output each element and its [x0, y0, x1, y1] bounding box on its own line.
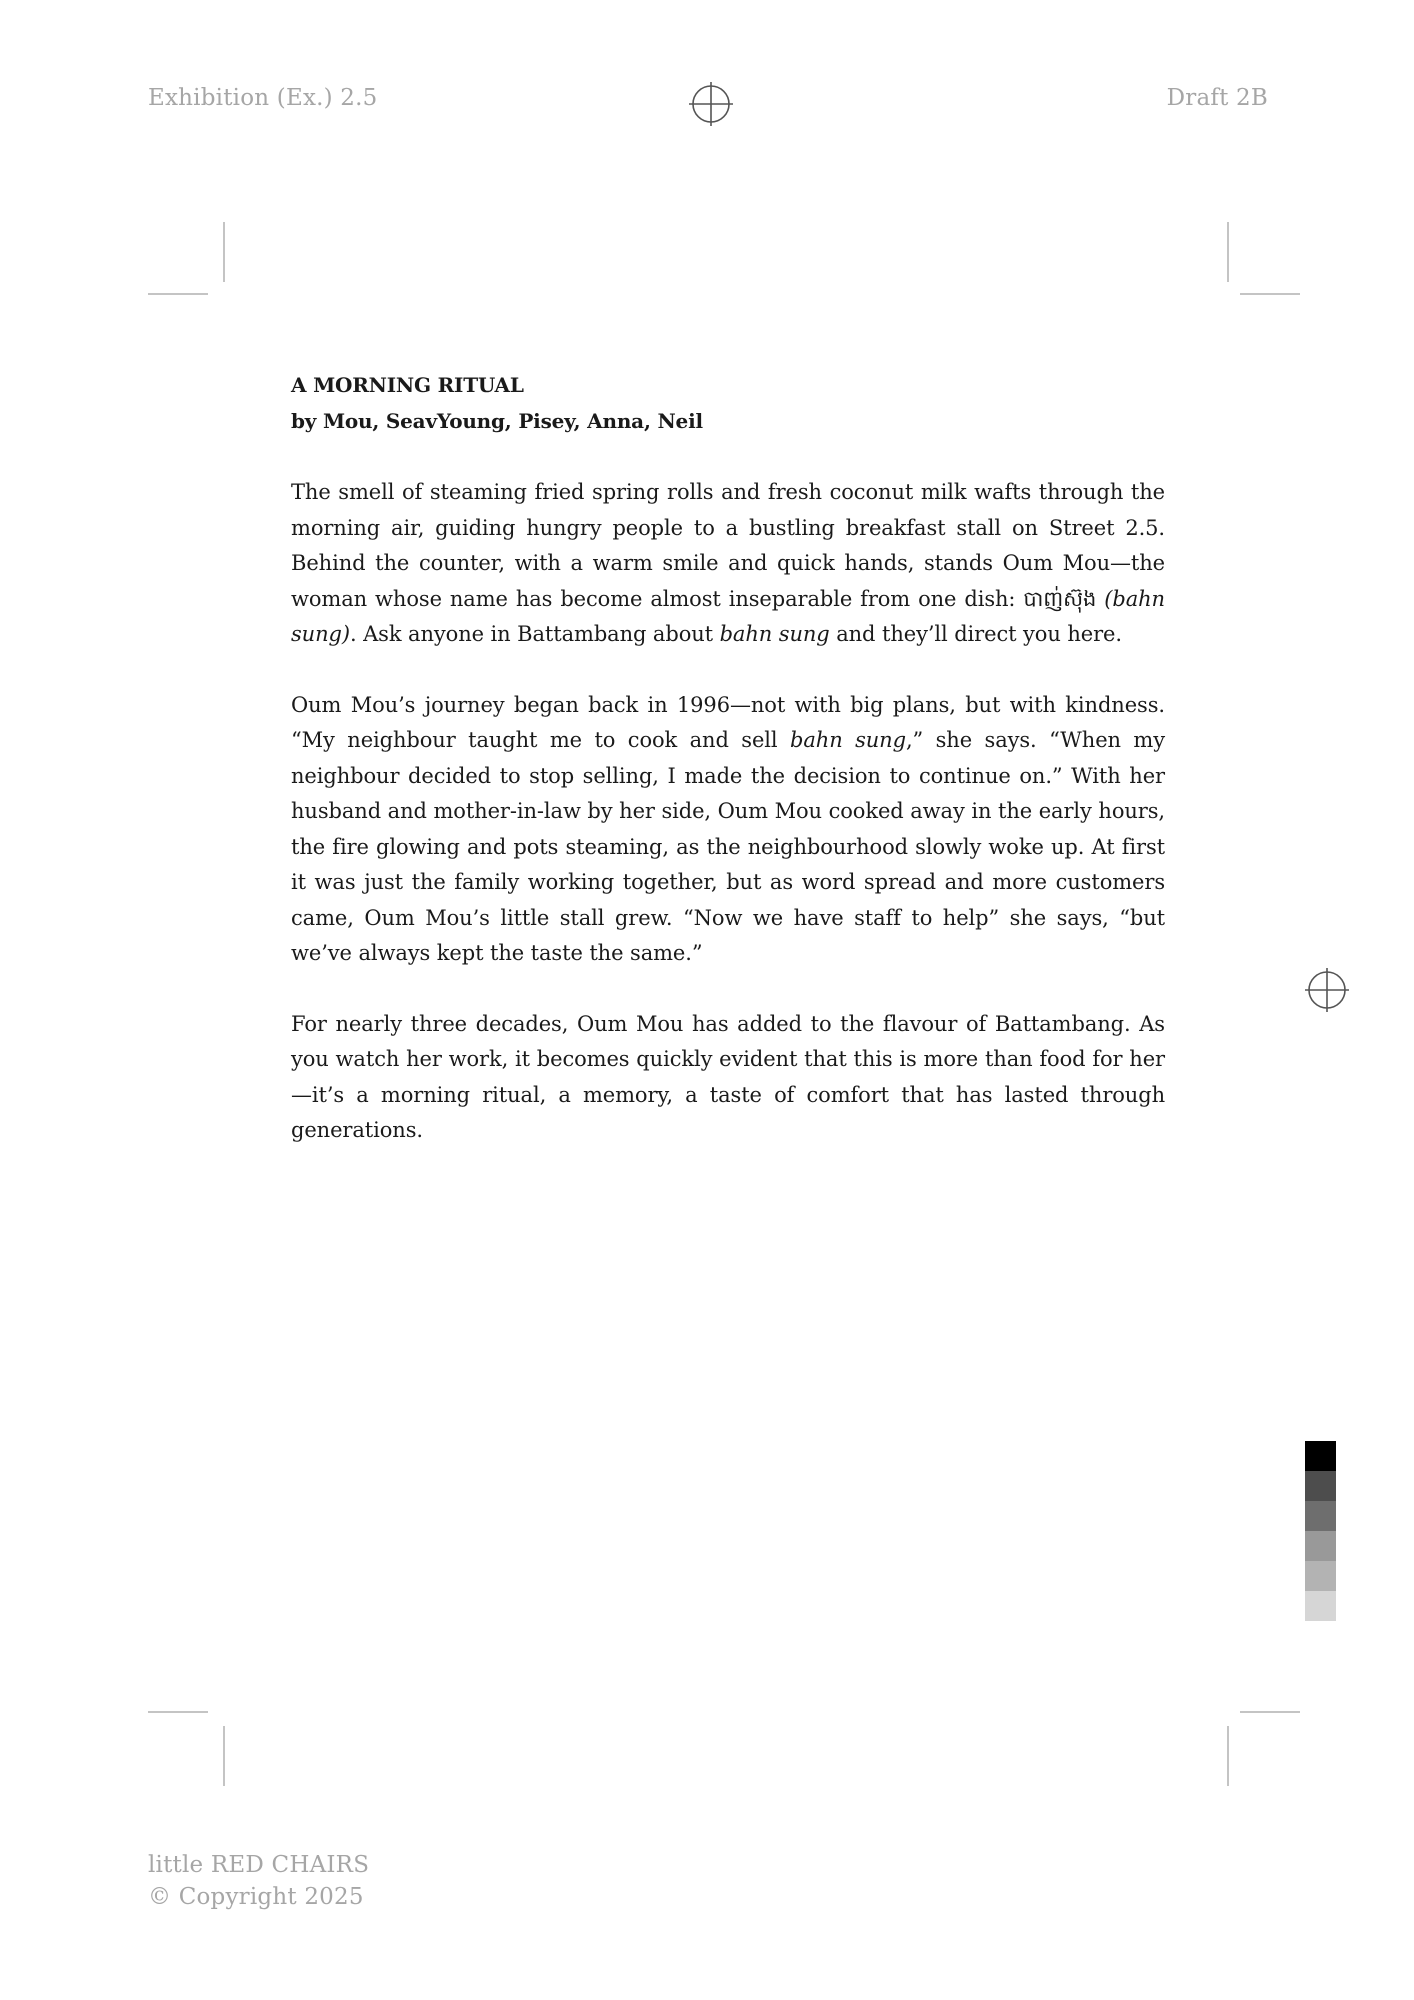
- article-byline: by Mou, SeavYoung, Pisey, Anna, Neil: [291, 409, 703, 433]
- swatch-lightest-gray: [1305, 1591, 1336, 1621]
- crop-mark-top-left-horizontal: [148, 293, 208, 295]
- swatch-black: [1305, 1441, 1336, 1471]
- crop-mark-bottom-left-vertical: [223, 1726, 225, 1786]
- dish-name-italic: bahn sung: [719, 622, 830, 646]
- swatch-mid-dark-gray: [1305, 1501, 1336, 1531]
- swatch-dark-gray: [1305, 1471, 1336, 1501]
- paragraph-2-text-b: ,” she says. “When my neighbour decided to stop selling, I made the decision to continue on.” With her husband and mother-in-law by her side, Oum Mou cooked away in the early hours, the fire glowing and pots steaming, as the neighbourhood slowly woke up. At first it was just the family working together, but as word spread and more customers came, Oum Mou’s little stall grew. “Now we have staff to help” she says, “but we’ve always kept the taste the same.”: [291, 728, 1166, 965]
- crop-mark-top-right-vertical: [1227, 222, 1229, 282]
- header-exhibition-label: Exhibition (Ex.) 2.5: [148, 85, 378, 111]
- article: [291, 367, 1165, 1184]
- crop-mark-top-left-vertical: [223, 222, 225, 282]
- header-draft-label: Draft 2B: [1166, 85, 1268, 111]
- registration-mark-icon: [1305, 968, 1349, 1012]
- swatch-mid-gray: [1305, 1531, 1336, 1561]
- article-title: A MORNING RITUAL: [291, 373, 524, 397]
- crop-mark-bottom-right-horizontal: [1240, 1711, 1300, 1713]
- khmer-dish-name: បាញ់ស៊ុង: [1023, 586, 1097, 611]
- dish-name-italic: bahn sung: [790, 728, 906, 752]
- grayscale-color-bar: [1305, 1441, 1336, 1621]
- swatch-light-gray: [1305, 1561, 1336, 1591]
- footer-copyright: © Copyright 2025: [148, 1884, 364, 1910]
- paragraph-1-text-b: . Ask anyone in Battambang about: [349, 622, 720, 646]
- article-paragraph-1: [291, 475, 1165, 653]
- dish-romanized: (bahn sung): [291, 586, 1165, 646]
- paragraph-1-text-a: The smell of steaming fried spring rolls and fresh coconut milk wafts through the morning air, guiding hungry people to a bustling breakfast stall on Street 2.5. Behind the counter, with a warm smile and quick hands, stands Oum Mou—the woman whose name has become almost inseparable from one dish:: [291, 480, 1165, 611]
- paragraph-2-text-a: Oum Mou’s journey began back in 1996—not with big plans, but with kindness. “My neighbour taught me to cook and sell: [291, 692, 1165, 752]
- crop-mark-bottom-left-horizontal: [148, 1711, 208, 1713]
- registration-mark-icon: [689, 82, 733, 126]
- crop-mark-bottom-right-vertical: [1227, 1726, 1229, 1786]
- crop-mark-top-right-horizontal: [1240, 293, 1300, 295]
- article-paragraph-3: For nearly three decades, Oum Mou has added to the flavour of Battambang. As you watch her work, it becomes quickly evident that this is more than food for her—it’s a morning ritual, a memory, a taste of comfort that has lasted through generations.: [291, 1011, 1165, 1142]
- footer-brand: little RED CHAIRS: [148, 1852, 370, 1878]
- article-paragraph-2: [291, 688, 1165, 972]
- paragraph-1-text-c: and they’ll direct you here.: [829, 622, 1122, 646]
